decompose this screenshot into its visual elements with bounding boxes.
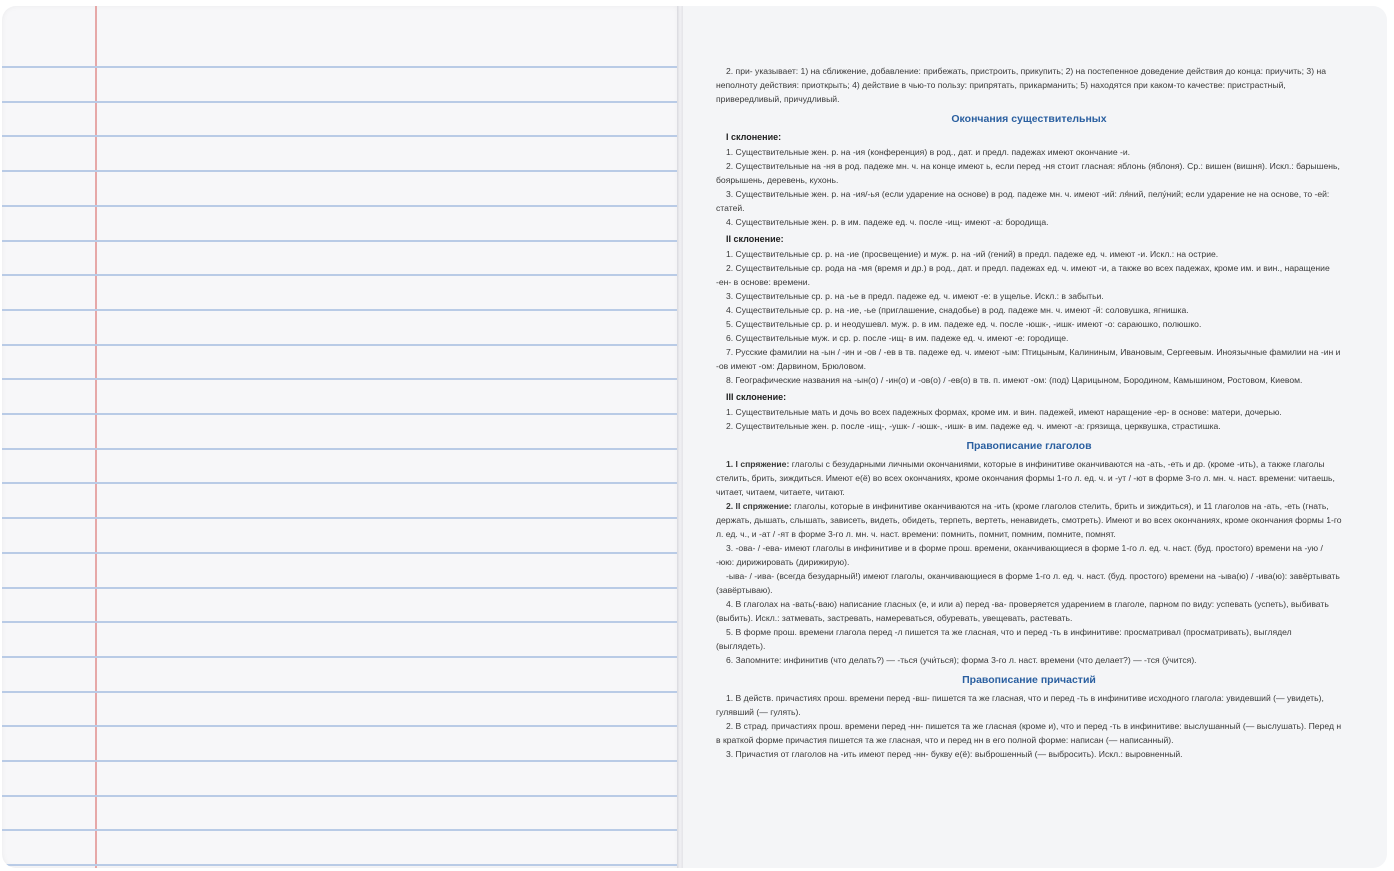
- rule-item: 1. В действ. причастиях прош. времени перед -вш- пишется та же гласная, что и перед -ть в инфинитиве исходного глагола: увидевший (— увидеть), гулявший (— гулять).: [716, 693, 1324, 717]
- ruled-line: [2, 691, 678, 693]
- ruled-line: [2, 829, 678, 831]
- rule-item: 3. Существительные жен. р. на -ия/-ья (если ударение на основе) в род. падеже мн. ч. имеют -ий: ля́ний, пелу́ний; если ударение не на основе, то -ей: статей.: [716, 189, 1330, 213]
- ruled-line: [2, 621, 678, 623]
- rule-item: [716, 457, 1342, 499]
- ruled-line: [2, 552, 678, 554]
- ruled-line: [2, 725, 678, 727]
- rule-item: 5. Существительные ср. р. и неодушевл. муж. р. в им. падеже ед. ч. после -юшк-, -ишк- имеют -о: сараюшко, полюшко.: [726, 319, 1202, 329]
- rule-item: 4. Существительные ср. р. на -ие, -ье (приглашение, снадобье) в род. падеже мн. ч. имеют -й: соловушка, ягнишка.: [726, 305, 1189, 315]
- ruled-line: [2, 274, 678, 276]
- ruled-line: [2, 517, 678, 519]
- reference-content: [716, 64, 1342, 761]
- ruled-line: [2, 205, 678, 207]
- rule-item: 1. Существительные ср. р. на -ие (просвещение) и муж. р. на -ий (гений) в предл. падеже ед. ч. имеют -и. Искл.: на острие.: [726, 249, 1219, 259]
- section-title-participles: Правописание причастий: [962, 674, 1096, 686]
- rule-item: 1. Существительные жен. р. на -ия (конференция) в род., дат. и предл. падежах имеют окончание -и.: [726, 147, 1131, 157]
- rule-text: глаголы с безударными личными окончаниями, которые в инфинитиве оканчиваются на -ать, -еть и др. (кроме -ить), а также глаголы стелить, брить, зиждиться. Имеют е(ё) во всех окончаниях, кроме окончания формы 1-го л. ед. ч. и -ут / -ют в форме 3-го л. мн. ч. наст. времени: читаешь, читает, читаем, читаете, читают.: [716, 459, 1335, 497]
- reference-page: [683, 6, 1387, 868]
- rule-item: 2. Существительные на -ня в род. падеже мн. ч. на конце имеют ь, если перед -ня стоит гласная: яблонь (яблоня). Ср.: вишен (вишня). Искл.: барышень, боярышень, деревень, кухонь.: [716, 161, 1340, 185]
- rule-text: глаголы, которые в инфинитиве оканчиваются на -ить (кроме глаголов стелить, брить и зиждиться), и 11 глаголов на -ать, -еть (гнать, держать, дышать, слышать, зависеть, видеть, обидеть, терпеть, вертеть, ненавидеть, смотреть). Имеют и во всех окончаниях, кроме окончания формы 1-го л. ед. ч., и -ат / -ят в форме 3-го л. мн. ч. наст. времени: помнить, помнит, помним, помните, помнят.: [716, 501, 1342, 539]
- rule-item: 8. Географические названия на -ын(о) / -ин(о) и -ов(о) / -ев(о) в тв. п. имеют -ом: (под) Царицыном, Бородином, Камышином, Ростовом, Киевом.: [726, 375, 1303, 385]
- rule-item: 1. Существительные мать и дочь во всех падежных формах, кроме им. и вин. падежей, имеют наращение -ер- в основе: матери, дочерью.: [726, 407, 1282, 417]
- ruled-line: [2, 656, 678, 658]
- rule-item: 6. Запомните: инфинитив (что делать?) — -ться (учи́ться); форма 3-го л. наст. времени (что делает?) — -тся (у́чится).: [726, 655, 1197, 665]
- rule-item: 4. В глаголах на -вать(-ваю) написание гласных (е, и или а) перед -ва- проверяется ударением в глаголе, парном по виду: успевать (успеть), выбивать (выбить). Искл.: затмевать, застревать, намереваться, обуревать, увещевать, растевать.: [716, 599, 1329, 623]
- rule-item: -ыва- / -ива- (всегда безударный!) имеют глаголы, оканчивающиеся в форме 1-го л. ед. ч. наст. (буд. простого) времени на -ыва(ю) / -ива(ю): завёртывать (завёртываю).: [716, 571, 1340, 595]
- lined-page: [2, 6, 678, 868]
- rule-item: 2. Существительные ср. рода на -мя (время и др.) в род., дат. и предл. падежах ед. ч. имеют -и, а также во всех падежах, кроме им. и вин., наращение -ен- в основе: времени.: [716, 263, 1330, 287]
- section-title-noun-endings: Окончания существительных: [951, 113, 1107, 125]
- rule-item: 3. Причастия от глаголов на -ить имеют перед -нн- букву е(ё): выброшенный (— выбросить). Искл.: выровненный.: [726, 749, 1183, 759]
- ruled-line: [2, 101, 678, 103]
- declension-3-title: III склонение:: [726, 392, 787, 402]
- rule-item: 2. В страд. причастиях прош. времени перед -нн- пишется та же гласная (кроме и), что и перед -ть в инфинитиве: выслушанный (— выслушать). Перед н в краткой форме причастия пишется та же гласная, что и перед нн в его полной форме: написан (— написанный).: [716, 721, 1342, 745]
- rule-item: 2. Существительные жен. р. после -ищ-, -ушк- / -юшк-, -ишк- в им. падеже ед. ч. имеют -а: грязища, церквушка, страстишка.: [726, 421, 1221, 431]
- rule-item: 5. В форме прош. времени глагола перед -л пишется та же гласная, что и перед -ть в инфинитиве: просматривал (просматривать), выглядел (выглядеть).: [716, 627, 1292, 651]
- rule-lead: 2. II спряжение:: [726, 501, 792, 511]
- ruled-line: [2, 170, 678, 172]
- ruled-line: [2, 795, 678, 797]
- ruled-line: [2, 413, 678, 415]
- ruled-line: [2, 344, 678, 346]
- declension-1-title: I склонение:: [726, 132, 782, 142]
- ruled-line: [2, 587, 678, 589]
- rule-lead: 1. I спряжение:: [726, 459, 790, 469]
- ruled-line: [2, 135, 678, 137]
- rule-item: 4. Существительные жен. р. в им. падеже ед. ч. после -ищ- имеют -а: бородища.: [726, 217, 1049, 227]
- section-title-verbs: Правописание глаголов: [966, 440, 1092, 452]
- ruled-line: [2, 864, 678, 866]
- ruled-line: [2, 760, 678, 762]
- ruled-line: [2, 378, 678, 380]
- rule-item: 3. Существительные ср. р. на -ье в предл. падеже ед. ч. имеют -е: в ущелье. Искл.: в забытьи.: [726, 291, 1104, 301]
- ruled-line: [2, 448, 678, 450]
- ruled-line: [2, 482, 678, 484]
- rule-item: 6. Существительные муж. и ср. р. после -ищ- в им. падеже ед. ч. имеют -е: городище.: [726, 333, 1069, 343]
- declension-2-title: II склонение:: [726, 234, 784, 244]
- rule-item: [716, 499, 1342, 541]
- rule-item: 3. -ова- / -ева- имеют глаголы в инфинитиве и в форме прош. времени, оканчивающиеся в форме 1-го л. ед. ч. наст. (буд. простого) времени на -ую / -юю: дирижировать (дирижирую).: [716, 543, 1323, 567]
- intro-paragraph: 2. при- указывает: 1) на сближение, добавление: прибежать, пристроить, прикупить; 2) на постепенное доведение действия до конца: приучить; 3) на неполноту действия: приоткрыть; 4) действие в чью-то пользу: припрятать, прикарманить; 5) находятся при каком-то качестве: пристрастный, привередливый, причудливый.: [716, 66, 1326, 104]
- rule-item: 7. Русские фамилии на -ын / -ин и -ов / -ев в тв. падеже ед. ч. имеют -ым: Птицыным, Калининым, Ивановым, Сергеевым. Иноязычные фамилии на -ин и -ов имеют -ом: Дарвином, Брюловом.: [716, 347, 1341, 371]
- ruled-line: [2, 66, 678, 68]
- ruled-line: [2, 309, 678, 311]
- ruled-line: [2, 240, 678, 242]
